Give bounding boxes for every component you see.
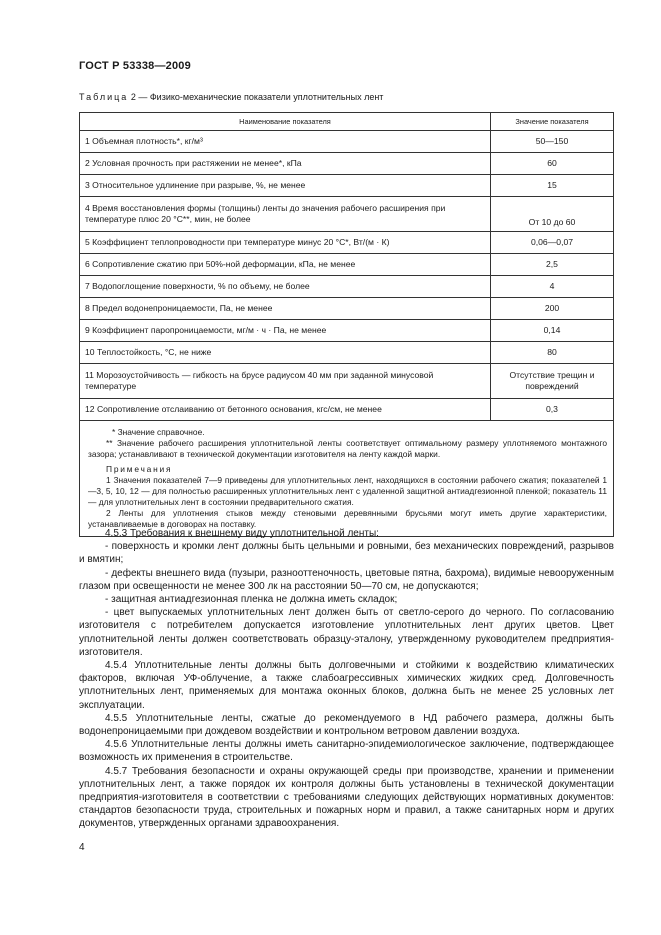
row-value: Отсутствие трещин и повреждений xyxy=(491,364,614,399)
table-row xyxy=(80,153,614,175)
row-name: 2 Условная прочность при растяжении не менее*, кПа xyxy=(80,153,491,175)
paragraph-4-5-7: 4.5.7 Требования безопасности и охраны окружающей среды при производстве, хранении и применении уплотнительных лент, а также порядок их контроля должны быть установлены в технической документации предприятия-изготовителя в соответствии с требованиями следующих действующих нормативных документов: стандартов безопасности труда, строительных и пожарных норм и правил, а также санитарных норм и других документов, утвержденных органами здравоохранения. xyxy=(79,765,614,830)
row-name: 3 Относительное удлинение при разрыве, %, не менее xyxy=(80,175,491,197)
row-name: 9 Коэффициент паропроницаемости, мг/м · ч · Па, не менее xyxy=(80,320,491,342)
footnote-1: * Значение справочное. xyxy=(112,427,205,437)
table-header-row xyxy=(80,113,614,131)
row-name: 8 Предел водонепроницаемости, Па, не менее xyxy=(80,298,491,320)
row-name: 7 Водопоглощение поверхности, % по объему, не более xyxy=(80,276,491,298)
row-value: 2,5 xyxy=(491,254,614,276)
row-value: 4 xyxy=(491,276,614,298)
header-value: Значение показателя xyxy=(491,113,614,131)
table-row xyxy=(80,131,614,153)
table-row xyxy=(80,276,614,298)
row-value: 0,14 xyxy=(491,320,614,342)
row-name: 6 Сопротивление сжатию при 50%-ной деформации, кПа, не менее xyxy=(80,254,491,276)
table-row xyxy=(80,232,614,254)
footnote-2: ** Значение рабочего расширения уплотнительной ленты соответствует оптимальному размеру уплотняемого монтажного зазора; устанавливают в технической документации изготовителя на ленту каждой марки. xyxy=(88,438,607,459)
row-value: 200 xyxy=(491,298,614,320)
row-value: 0,06—0,07 xyxy=(491,232,614,254)
row-name: 12 Сопротивление отслаиванию от бетонного основания, кгс/см, не менее xyxy=(80,399,491,421)
table-row xyxy=(80,197,614,232)
row-value: 60 xyxy=(491,153,614,175)
note-1: 1 Значения показателей 7—9 приведены для уплотнительных лент, находящихся в состоянии рабочего сжатия; показателей 1—3, 5, 10, 12 — для полностью расширенных уплотнительных лент с удаленной защитной антиадгезионной пленкой; показатель 11 — для уплотнительных лент в состоянии предварительного сжатия. xyxy=(88,475,607,507)
table-caption-word: Таблица xyxy=(79,92,129,102)
row-name: 11 Морозоустойчивость — гибкость на брусе радиусом 40 мм при заданной минусовой температуре xyxy=(80,364,491,399)
body-text xyxy=(79,527,614,831)
notes-title: Примечания xyxy=(106,464,173,474)
row-name: 10 Теплостойкость, °С, не ниже xyxy=(80,342,491,364)
table-row xyxy=(80,342,614,364)
paragraph-4-5-3: 4.5.3 Требования к внешнему виду уплотнительной ленты: xyxy=(105,528,379,539)
table-row xyxy=(80,399,614,421)
properties-table xyxy=(79,112,614,537)
row-name: 1 Объемная плотность*, кг/м³ xyxy=(80,131,491,153)
row-value: От 10 до 60 xyxy=(491,197,614,232)
table-caption-text: 2 — Физико-механические показатели уплотнительных лент xyxy=(130,92,384,102)
row-value: 50—150 xyxy=(491,131,614,153)
list-item: - защитная антиадгезионная пленка не должна иметь складок; xyxy=(105,594,398,606)
table-notes xyxy=(80,421,614,537)
header-name: Наименование показателя xyxy=(80,113,491,131)
row-value: 80 xyxy=(491,342,614,364)
table-notes-row xyxy=(80,421,614,537)
row-name: 4 Время восстановления формы (толщины) ленты до значения рабочего расширения при температуре плюс 20 °С**, мин, не более xyxy=(80,197,491,232)
list-item: - поверхность и кромки лент должны быть цельными и ровными, без механических повреждений, разрывов и вмятин; xyxy=(79,541,614,566)
row-value: 0,3 xyxy=(491,399,614,421)
list-item: - цвет выпускаемых уплотнительных лент должен быть от светло-серого до черного. По согласованию изготовителя с потребителем допускается изготовление уплотнительных лент других цветов. Цвет уплотнительной ленты должен соответствовать образцу-эталону, утвержденному руководителем предприятия-изготовителя. xyxy=(79,607,614,658)
table-row xyxy=(80,254,614,276)
table-caption xyxy=(79,92,383,102)
table-row xyxy=(80,364,614,399)
paragraph-4-5-6: 4.5.6 Уплотнительные ленты должны иметь санитарно-эпидемиологическое заключение, подтверждающее возможность их применения в строительстве. xyxy=(79,739,614,764)
table-row xyxy=(80,320,614,342)
paragraph-4-5-4: 4.5.4 Уплотнительные ленты должны быть долговечными и стойкими к воздействию климатических факторов, включая УФ-облучение, а также слабоагрессивных химических жидких сред. Долговечность уплотнительных лент, применяемых для монтажа оконных блоков, должна быть не менее 25 условных лет эксплуатации. xyxy=(79,660,614,711)
table-row xyxy=(80,298,614,320)
paragraph-4-5-5: 4.5.5 Уплотнительные ленты, сжатые до рекомендуемого в НД рабочего размера, должны быть водонепроницаемыми при дождевом воздействии и контрольном ветровом давлении воздуха. xyxy=(79,712,614,738)
list-item: - дефекты внешнего вида (пузыри, разнооттеночность, цветовые пятна, бахрома), видимые невооруженным глазом при освещенности не менее 300 лк на расстоянии 50—70 см, не допускаются; xyxy=(79,567,614,592)
row-value: 15 xyxy=(491,175,614,197)
note-2: 2 Ленты для уплотнения стыков между стеновыми деревянными брусьями могут иметь другие характеристики, устанавливаемые в договорах на поставку. xyxy=(88,508,607,529)
standard-header: ГОСТ Р 53338—2009 xyxy=(79,60,191,72)
row-name: 5 Коэффициент теплопроводности при температуре минус 20 °С*, Вт/(м · К) xyxy=(80,232,491,254)
table-row xyxy=(80,175,614,197)
page-number: 4 xyxy=(79,842,85,853)
